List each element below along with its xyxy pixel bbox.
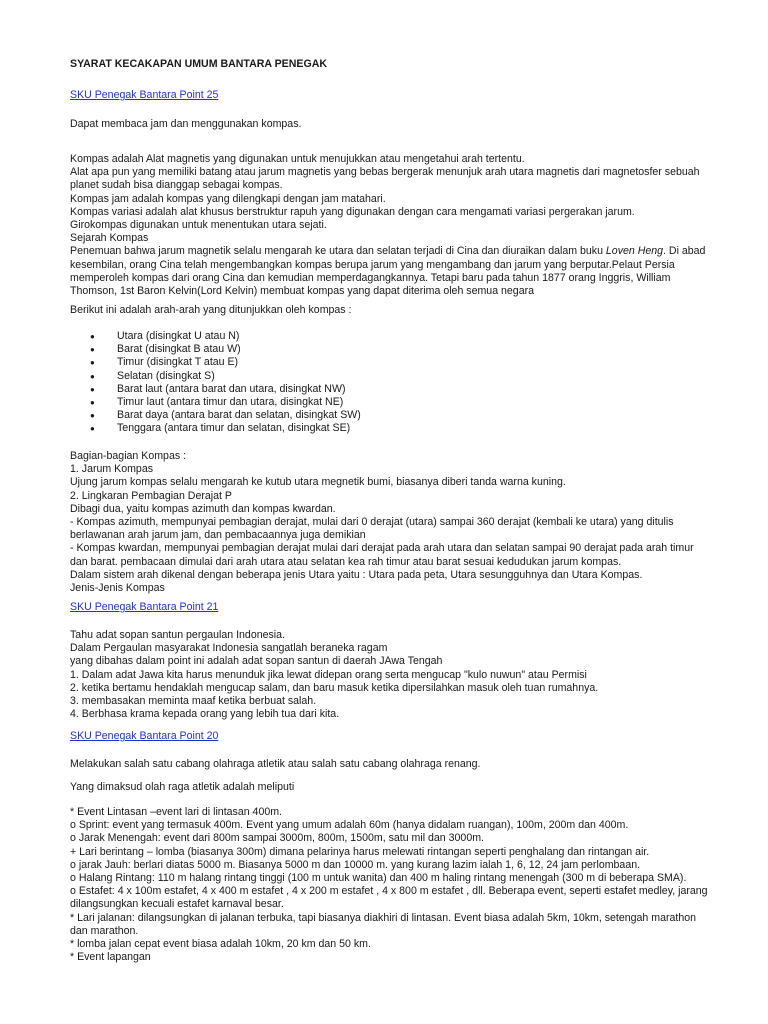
list-item: ● Timur laut (antara timur dan utara, disingkat NE) [70,396,361,409]
paragraph-line: dan barat. pembacaan dimulai dari arah utara atau selatan kea rah timur atau barat sesuai kedudukan jarum kompas. [70,555,622,568]
section-25-intro: Dapat membaca jam dan menggunakan kompas. [70,118,302,130]
section-20-link[interactable]: SKU Penegak Bantara Point 20 [70,730,219,742]
paragraph-line: Kompas jam adalah kompas yang dilengkapi dengan jam matahari. [70,192,386,205]
paragraph-line: + Lari berintang – lomba (biasanya 300m) dimana pelarinya harus melewati rintangan seperti penghalang dan rintangan air. [70,845,650,858]
history-text-end: . Di abad [663,245,706,258]
paragraph-line: o jarak Jauh: berlari diatas 5000 m. Biasanya 5000 m dan 10000 m. yang kurang lazim ialah 1, 6, 12, 24 jam perlombaan. [70,858,641,871]
list-item: ● Timur (disingkat T atau E) [70,356,361,369]
paragraph-line: Girokompas digunakan untuk menentukan utara sejati. [70,219,327,232]
section-20-intro: Melakukan salah satu cabang olahraga atletik atau salah satu cabang olahraga renang. [70,758,481,770]
section-21-link[interactable]: SKU Penegak Bantara Point 21 [70,601,219,613]
paragraph-line: kesembilan, orang Cina telah mengembangkan kompas berupa jarum yang mengambang dan jarum yang berputar.Pelaut Persia [70,258,675,271]
paragraph-line: Kompas variasi adalah alat khusus berstruktur rapuh yang digunakan dengan cara mengamati variasi pergerakan jarum. [70,205,635,218]
paragraph-line: o Sprint: event yang termasuk 400m. Event yang umum adalah 60m (hanya didalam ruangan), 100m, 200m dan 400m. [70,819,629,832]
athletics-paragraph [70,806,748,964]
paragraph-line: - Kompas kwardan, mempunyai pembagian derajat mulai dari derajat pada arah utara dan selatan sampai 90 derajat pada arah timur [70,542,694,555]
paragraph-line: 3. membasakan meminta maaf ketika berbuat salah. [70,695,317,708]
document-title: SYARAT KECAKAPAN UMUM BANTARA PENEGAK [70,58,327,70]
paragraph-line: dilangsungkan kecuali estafet karnaval besar. [70,898,284,911]
history-text: Penemuan bahwa jarum magnetik selalu mengarah ke utara dan selatan terjadi di Cina dan diuraikan dalam buku [70,245,606,258]
paragraph-line: yang dibahas dalam point ini adalah adat sopan santun di daerah JAwa Tengah [70,655,443,668]
paragraph-line: 1. Dalam adat Jawa kita harus menunduk jika lewat didepan orang serta mengucap "kulo nuwun" atau Permisi [70,668,587,681]
paragraph-line: * lomba jalan cepat event biasa adalah 10km, 20 km dan 50 km. [70,938,371,951]
paragraph-line: Alat apa pun yang memiliki batang atau jarum magnetis yang bebas bergerak menunjuk arah utara magnetis dari magnetosfer sebuah [70,166,700,179]
list-item: ● Selatan (disingkat S) [70,370,361,383]
paragraph-line: Dalam Pergaulan masyarakat Indonesia sangatlah beraneka ragam [70,642,388,655]
section-20-heading-wrap [70,730,748,743]
list-item: ● Utara (disingkat U atau N) [70,330,361,343]
paragraph-line: o Estafet: 4 x 100m estafet, 4 x 400 m estafet , 4 x 200 m estafet , 4 x 800 m estafet , dll. Beberapa event, seperti estafet medley, jarang [70,885,708,898]
paragraph-line: Ujung jarum kompas selalu mengarah ke kutub utara megnetik bumi, biasanya diberi tanda warna kuning. [70,476,566,489]
history-first-line [70,245,748,258]
paragraph-line: o Halang Rintang: 110 m halang rintang tinggi (100 m untuk wanita) dan 400 m haling rintang menengah (300 m di beberapa SMA). [70,872,687,885]
directions-list [70,330,361,436]
compass-parts-paragraph [70,450,748,595]
compass-definition-paragraph [70,153,748,298]
section-20-intro2: Yang dimaksud olah raga atletik adalah meliputi [70,781,295,793]
paragraph-line: * Event Lintasan –event lari di lintasan 400m. [70,806,283,818]
paragraph-line: Jenis-Jenis Kompas [70,582,165,595]
paragraph-line: memperoleh kompas dari orang Cina dan kemudian memperdagangkannya. Tetapi baru pada tahun 1877 orang Inggris, William [70,271,671,284]
paragraph-line: Kompas adalah Alat magnetis yang digunakan untuk menujukkan atau mengetahui arah tertentu. [70,153,525,165]
directions-intro: Berikut ini adalah arah-arah yang ditunjukkan oleh kompas : [70,304,352,316]
list-item: ● Barat daya (antara barat dan selatan, disingkat SW) [70,409,361,422]
paragraph-line: dan marathon. [70,924,139,937]
paragraph-line: 2. Lingkaran Pembagian Derajat P [70,489,232,502]
paragraph-line: Thomson, 1st Baron Kelvin(Lord Kelvin) membuat kompas yang dapat diterima oleh semua negara [70,285,535,298]
paragraph-line: - Kompas azimuth, mempunyai pembagian derajat, mulai dari 0 derajat (utara) sampai 360 derajat (kembali ke utara) yang ditulis [70,516,674,529]
paragraph-line: 1. Jarum Kompas [70,463,154,476]
section-21-heading-wrap [70,601,748,614]
list-item: ● Tenggara (antara timur dan selatan, disingkat SE) [70,422,361,435]
paragraph-line: Sejarah Kompas [70,232,149,245]
list-item: ● Barat (disingkat B atau W) [70,343,361,356]
paragraph-line: Tahu adat sopan santun pergaulan Indonesia. [70,629,285,641]
paragraph-line: 4. Berbhasa krama kepada orang yang lebih tua dari kita. [70,708,340,721]
paragraph-line: berlawanan arah jarum jam, dan pembacaannya juga demikian [70,529,366,542]
paragraph-line: Bagian-bagian Kompas : [70,450,187,462]
paragraph-line: Dibagi dua, yaitu kompas azimuth dan kompas kwardan. [70,502,336,515]
paragraph-line: o Jarak Menengah: event dari 800m sampai 3000m, 800m, 1500m, satu mil dan 3000m. [70,832,484,845]
list-item: ● Barat laut (antara barat dan utara, disingkat NW) [70,383,361,396]
section-21-paragraph [70,629,748,721]
paragraph-line: planet sudah bisa dianggap sebagai kompas. [70,179,283,192]
section-25-heading-wrap [70,89,748,102]
section-25-link[interactable]: SKU Penegak Bantara Point 25 [70,89,219,101]
paragraph-line: * Event lapangan [70,951,151,964]
paragraph-line: 2. ketika bertamu hendaklah mengucap salam, dan baru masuk ketika dipersilahkan masuk oleh tuan rumahnya. [70,681,599,694]
paragraph-line: * Lari jalanan: dilangsungkan di jalanan terbuka, tapi biasanya diakhiri di lintasan. Event biasa adalah 5km, 10km, setengah marathon [70,911,697,924]
book-title: Loven Heng [605,245,664,258]
paragraph-line: Dalam sistem arah dikenal dengan beberapa jenis Utara yaitu : Utara pada peta, Utara sesungguhnya dan Utara Kompas. [70,568,643,581]
